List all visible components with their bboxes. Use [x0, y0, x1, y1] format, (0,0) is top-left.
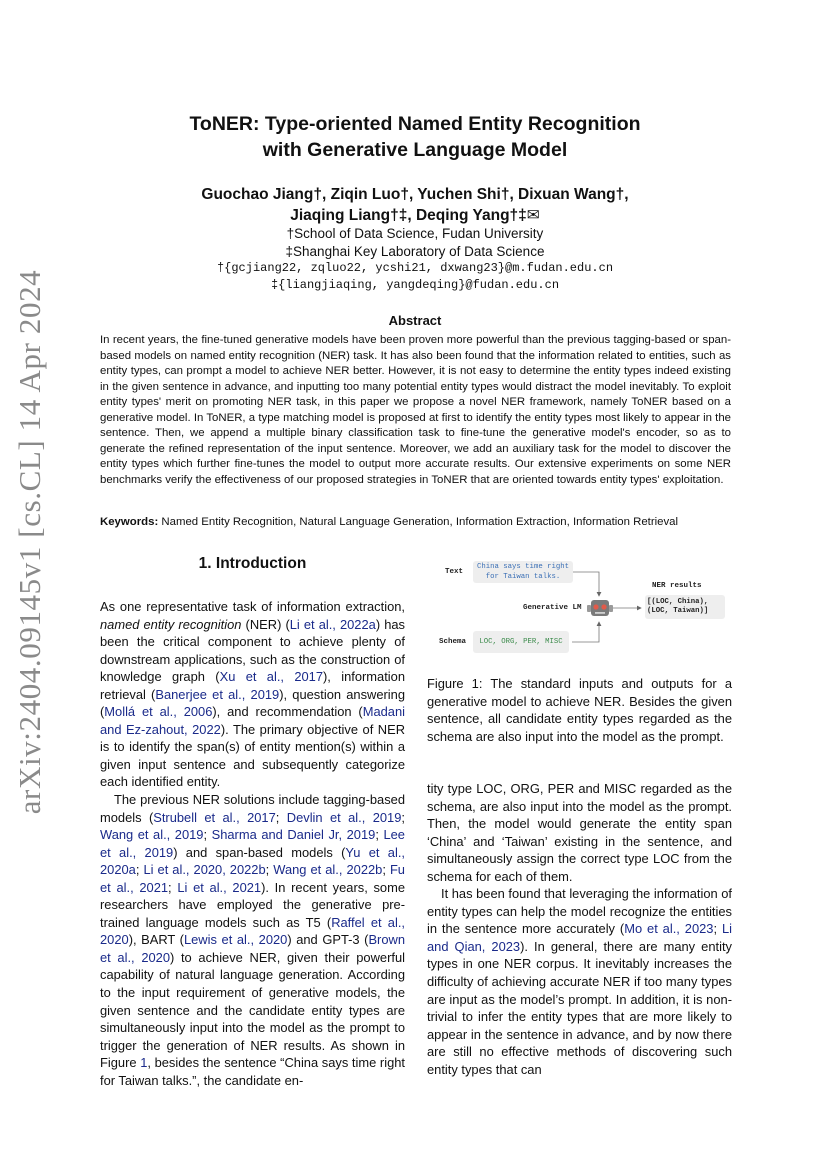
email-line-1: †{gcjiang22, zqluo22, ycshi21, dxwang23}@m.fudan.edu.cn — [216, 261, 614, 275]
author-emails — [100, 260, 730, 294]
citation-link[interactable]: Li and Qian, 2023 — [427, 921, 733, 954]
text-run: ; — [401, 809, 405, 825]
right-paragraph-2 — [427, 885, 732, 1078]
citation-link[interactable]: Brown et al., 2020 — [100, 932, 405, 965]
text-run: As one representative task of information extraction, — [100, 599, 405, 614]
text-run: ). The primary objective of NER is to identify the span(s) of entity mention(s) within a given input sentence and subsequently categorize each identified entity. — [100, 721, 405, 790]
left-column — [100, 598, 405, 1089]
citation-link[interactable]: Lee et al., 2019 — [100, 827, 405, 860]
authors-line-1: Guochao Jiang†, Ziqin Luo†, Yuchen Shi†, Dixuan Wang†, — [201, 186, 629, 203]
citation-link[interactable]: Lewis et al., 2020 — [183, 932, 288, 948]
citation-link[interactable]: Wang et al., 2022b — [273, 862, 383, 878]
text-run: ), question answering ( — [100, 686, 406, 720]
citation-link[interactable]: Mo et al., 2023 — [624, 921, 714, 937]
citation-link[interactable]: Li et al., 2021 — [177, 879, 262, 895]
text-run: The previous NER solutions include tagging-based models ( — [100, 792, 405, 825]
abstract-text: In recent years, the fine-tuned generative models have been proven more powerful than the previous tagging-based or span-based models on named entity recognition (NER) task. It has also been found that the information related to entities, such as entity types, can prompt a model to achieve NER better. However, it is not easy to determine the entity types indeed existing in the given sentence in advance, and inputting too many potential entity types would distract the model inevitably. To exploit entity types' merit on promoting NER task, in this paper we propose a novel NER framework, namely ToNER based on a generative model. In ToNER, a type matching model is proposed at first to identify the entity types most likely to appear in the sentence. Then, we append a multiple binary classification task to fine-tune the generative model's encoder, so as to generate the refined representation of the input sentence. Moreover, we add an auxiliary task for the model to discover the entity types which further fine-tunes the model to output more accurate results. Our extensive experiments on some NER benchmarks verify the effectiveness of our proposed strategies in ToNER that are oriented towards entity types' exploitation. — [100, 334, 731, 486]
right-column — [427, 780, 732, 1078]
citation-link[interactable]: Xu et al., 2017 — [219, 669, 324, 685]
text-run: , besides the sentence “China says time right for Taiwan talks.”, the candidate en- — [100, 1055, 405, 1088]
figure-text-line-1: China says time right — [477, 563, 569, 571]
text-run: ; — [375, 827, 384, 843]
paper-title — [100, 111, 730, 163]
text-run: ; — [203, 827, 212, 843]
text-run: ) to achieve NER, given their powerful capability of natural language generation. According to the input requirement of generative models, the given sentence and the candidate entity types are simultaneously input into the model as the prompt to trigger the generation of NER results. As shown in Figure — [100, 949, 405, 1071]
figure-1-caption: Figure 1: The standard inputs and outputs for a generative model to achieve NER. Besides the given sentence, all candidate entity types regarded as the schema are also input into the model as the prompt. — [427, 676, 732, 744]
citation-link[interactable]: Banerjee et al., 2019 — [155, 686, 280, 702]
text-run: ), and recommendation ( — [212, 704, 363, 720]
keywords-list: Named Entity Recognition, Natural Language Generation, Information Extraction, Information Retrieval — [158, 516, 679, 528]
author-list — [100, 184, 730, 226]
citation-link[interactable]: Li et al., 2020, 2022b — [143, 862, 266, 878]
arxiv-side-stamp: arXiv:2404.09145v1 [cs.CL] 14 Apr 2024 — [12, 269, 47, 815]
citation-link[interactable]: Wang et al., 2019 — [100, 827, 204, 843]
figure-1-diagram — [427, 556, 732, 660]
text-run: (NER) ( — [241, 616, 290, 632]
text-run: ) and span-based models ( — [173, 844, 346, 860]
keywords-label: Keywords: — [100, 516, 159, 528]
citation-link[interactable]: Sharma and Daniel Jr, 2019 — [211, 827, 376, 843]
text-run: It has been found that leveraging the information of entity types can help the model recognize the entities in the sentence more accurately ( — [427, 886, 732, 937]
text-run: ; — [135, 862, 144, 878]
email-line-2: ‡{liangjiaqing, yangdeqing}@fudan.edu.cn — [270, 278, 560, 292]
figure-model-label: Generative LM — [523, 604, 582, 612]
citation-link[interactable]: Strubell et al., 2017 — [153, 809, 276, 825]
left-paragraph-1 — [100, 598, 405, 791]
text-run: ; — [382, 862, 390, 878]
text-run: named entity recognition — [100, 616, 242, 632]
left-paragraph-2 — [100, 791, 405, 1089]
figure-results-line-1: [(LOC, China), — [647, 598, 709, 606]
citation-link[interactable]: Madani and Ez-zahout, 2022 — [100, 704, 405, 737]
figure-text-label: Text — [445, 568, 464, 576]
citation-link[interactable]: Mollá et al., 2006 — [104, 704, 213, 720]
text-run: ) has been the critical component to achieve plenty of downstream applications, such as the construction of knowledge graph ( — [100, 616, 405, 685]
text-run: ; — [168, 879, 178, 895]
affiliation-2: ‡Shanghai Key Laboratory of Data Science — [285, 244, 545, 259]
figure-schema-content: LOC, ORG, PER, MISC — [479, 638, 563, 646]
text-run: ; — [275, 809, 287, 825]
abstract-heading: Abstract — [388, 313, 442, 328]
affiliations — [100, 225, 730, 261]
figure-results-label: NER results — [652, 582, 702, 590]
text-run: ), BART ( — [128, 932, 184, 948]
authors-line-2: Jiaqing Liang†‡, Deqing Yang†‡✉ — [290, 207, 540, 224]
citation-link[interactable]: Fu et al., 2021 — [100, 862, 405, 895]
text-run: ) and GPT-3 ( — [287, 932, 369, 948]
figure-results-line-2: (LOC, Taiwan)] — [647, 607, 709, 615]
figure-schema-label: Schema — [439, 638, 467, 646]
text-run: ). In recent years, some researchers have employed the generative pre-trained language models such as T5 ( — [100, 879, 405, 930]
title-line-2: with Generative Language Model — [262, 139, 568, 161]
figure-results-content — [647, 598, 723, 616]
text-run: ), information retrieval ( — [100, 669, 405, 702]
text-run: tity type LOC, ORG, PER and MISC regarded as the schema, are also input into the model as the prompt. Then, the model would generate the entity span ‘China’ and ‘Taiwan’ existing in the sentence, and simultaneously assign the correct type LOC from the schema for each of them. — [427, 781, 732, 884]
citation-link[interactable]: 1 — [140, 1055, 148, 1071]
title-line-1: ToNER: Type-oriented Named Entity Recognition — [189, 113, 641, 135]
text-run: ). In general, there are many entity types in one NER corpus. It inevitably increases the difficulty of achieving accurate NER if too many types are input as the model’s prompt. In addition, it is non-trivial to infer the entity types that are more likely to appear in the sentence in advance, and by now there are still no effective methods of discovering such entity types that can — [427, 938, 732, 1077]
right-paragraph-1 — [427, 780, 732, 885]
text-run: ; — [713, 921, 722, 937]
citation-link[interactable]: Yu et al., 2020a — [100, 844, 405, 878]
section-heading-introduction: 1. Introduction — [198, 555, 307, 572]
citation-link[interactable]: Devlin et al., 2019 — [286, 809, 402, 825]
affiliation-1: †School of Data Science, Fudan University — [286, 226, 544, 241]
keywords — [100, 515, 731, 531]
figure-text-line-2: for Taiwan talks. — [485, 573, 561, 581]
text-run: ; — [265, 862, 274, 878]
citation-link[interactable]: Li et al., 2022a — [289, 616, 376, 632]
citation-link[interactable]: Raffel et al., 2020 — [100, 914, 405, 948]
figure-text-content — [476, 562, 570, 582]
robot-icon — [587, 600, 613, 616]
